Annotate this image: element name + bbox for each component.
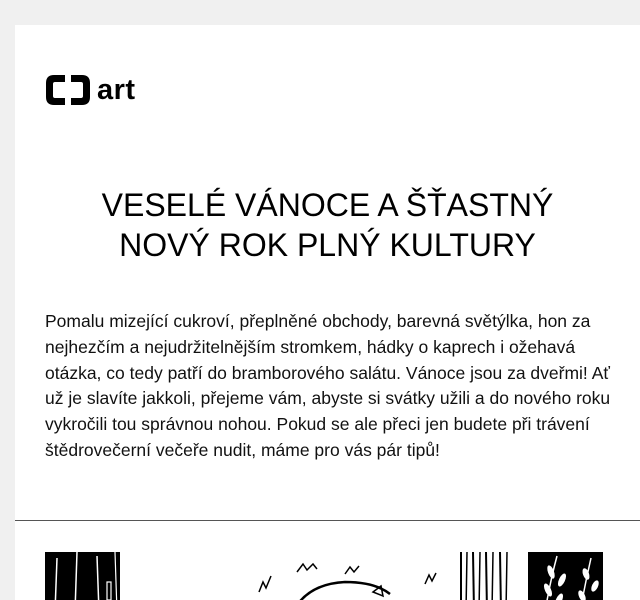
- brand-logo[interactable]: [45, 73, 136, 107]
- christmas-woodcut-illustration-icon: [45, 552, 603, 600]
- headline-line-1: VESELÉ VÁNOCE A ŠŤASTNÝ: [101, 187, 554, 223]
- brand-name: art: [97, 73, 136, 106]
- intro-paragraph: Pomalu mizející cukroví, přeplněné obchody, barevná světýlka, hon za nejhezčím a nejudržitelnějším stromkem, hádky o kaprech i ožehavá otázka, co tedy patří do bramborového salátu. Vánoce jsou za dveřmi! Ať už je slavíte jakkoli, přejeme vám, abyste si svátky užili a do nového roku vykročili tou správnou nohou. Pokud se ale přeci jen budete při trávení štědrovečerní večeře nudit, máme pro vás pár tipů!: [45, 311, 611, 460]
- section-divider: [15, 520, 640, 521]
- page-title: [15, 185, 640, 265]
- headline-line-2: NOVÝ ROK PLNÝ KULTURY: [119, 227, 536, 263]
- newsletter-card: [15, 25, 640, 600]
- ct-bracket-logo-icon: [45, 74, 91, 106]
